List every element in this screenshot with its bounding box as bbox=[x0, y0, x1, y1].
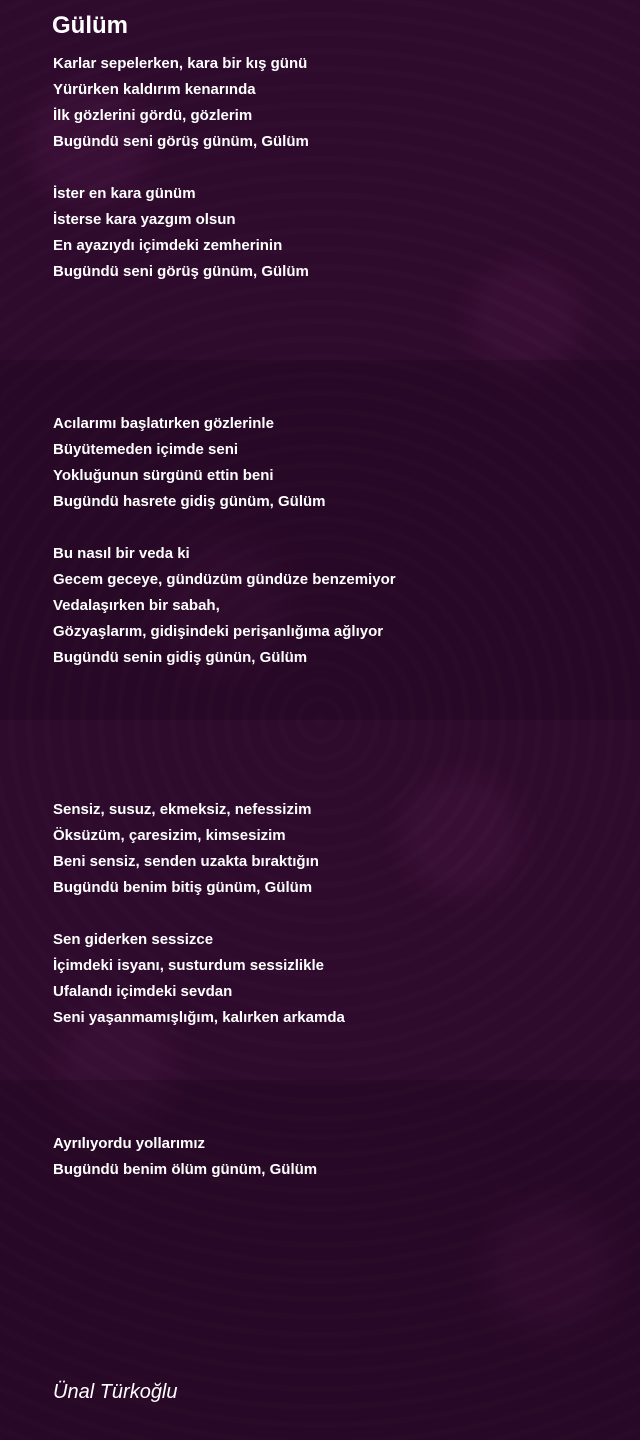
poem-line: Bugündü benim bitiş günüm, Gülüm bbox=[53, 879, 313, 896]
poem-line: İsterse kara yazgım olsun bbox=[53, 211, 236, 228]
poem-line: İster en kara günüm bbox=[53, 185, 196, 202]
poem-line: Bu nasıl bir veda ki bbox=[53, 545, 190, 562]
poem-line: Bugündü senin gidiş günün, Gülüm bbox=[53, 649, 308, 666]
poem-line: Gecem geceye, gündüzüm gündüze benzemiyor bbox=[53, 571, 396, 588]
poem-line: Sensiz, susuz, ekmeksiz, nefessizim bbox=[53, 801, 312, 818]
stanza-7 bbox=[53, 1131, 317, 1183]
poem-line: Karlar sepelerken, kara bir kış günü bbox=[53, 55, 308, 72]
poem-line: Yürürken kaldırım kenarında bbox=[53, 81, 256, 98]
poem-line: Ayrılıyordu yollarımız bbox=[53, 1135, 205, 1152]
poem-line: Sen giderken sessizce bbox=[53, 931, 214, 948]
stanza-6 bbox=[53, 927, 345, 1031]
poem-line: İçimdeki isyanı, susturdum sessizlikle bbox=[53, 957, 324, 974]
poem-line: Yokluğunun sürgünü ettin beni bbox=[53, 467, 274, 484]
poem-title: Gülüm bbox=[52, 12, 128, 39]
poem-author: Ünal Türkoğlu bbox=[53, 1381, 178, 1403]
poem-line: Seni yaşanmamışlığım, kalırken arkamda bbox=[53, 1009, 345, 1026]
stanza-3 bbox=[53, 411, 326, 515]
stanza-5 bbox=[53, 797, 319, 901]
poem-line: Beni sensiz, senden uzakta bıraktığın bbox=[53, 853, 319, 870]
poem-line: Ufalandı içimdeki sevdan bbox=[53, 983, 233, 1000]
poem-line: Vedalaşırken bir sabah, bbox=[53, 597, 220, 614]
stanza-1 bbox=[53, 51, 309, 155]
poem-line: Bugündü benim ölüm günüm, Gülüm bbox=[53, 1161, 318, 1178]
poem-line: En ayazıydı içimdeki zemherinin bbox=[53, 237, 283, 254]
poem-line: Bugündü hasrete gidiş günüm, Gülüm bbox=[53, 493, 326, 510]
poem-line: Öksüzüm, çaresizim, kimsesizim bbox=[53, 827, 286, 844]
poem-line: Acılarımı başlatırken gözlerinle bbox=[53, 415, 274, 432]
poem-line: Bugündü seni görüş günüm, Gülüm bbox=[53, 263, 309, 280]
stanza-2 bbox=[53, 181, 309, 285]
stanza-4 bbox=[53, 541, 396, 671]
poem-line: Gözyaşlarım, gidişindeki perişanlığıma ağlıyor bbox=[53, 623, 384, 640]
poem-line: Bugündü seni görüş günüm, Gülüm bbox=[53, 133, 309, 150]
poem-line: Büyütemeden içimde seni bbox=[53, 441, 239, 458]
poem-line: İlk gözlerini gördü, gözlerim bbox=[53, 107, 253, 124]
